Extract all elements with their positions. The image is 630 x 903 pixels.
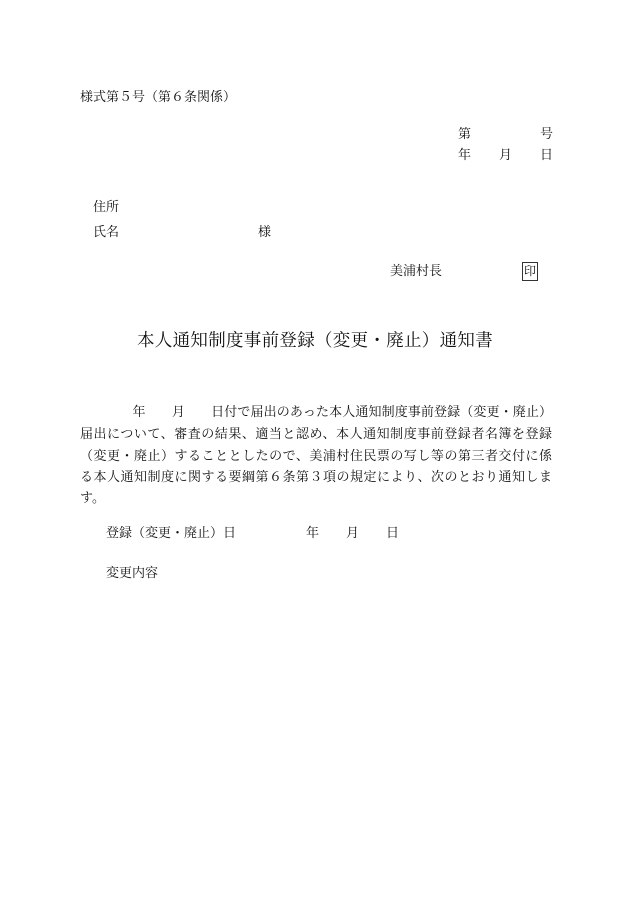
body-line: （変更・廃止）することとしたので、美浦村住民票の写し等の第三者交付に係 — [80, 449, 552, 464]
issue-date-year: 年 — [458, 148, 472, 163]
form-number: 様式第５号（第６条関係） — [80, 90, 237, 105]
document-title: 本人通知制度事前登録（変更・廃止）通知書 — [137, 331, 493, 351]
registration-date-day: 日 — [386, 526, 400, 541]
doc-number-suffix: 号 — [540, 127, 554, 142]
body-line: る本人通知制度に関する要綱第６条第３項の規定により、次のとおり通知しま — [80, 470, 552, 485]
doc-number-prefix: 第 — [458, 127, 472, 142]
issue-date-month: 月 — [499, 148, 513, 163]
address-label: 住所 — [93, 200, 120, 215]
seal-mark: 印 — [522, 262, 538, 281]
change-content-label: 変更内容 — [106, 566, 159, 581]
body-line: す。 — [80, 491, 105, 506]
name-label: 氏名 — [93, 225, 120, 240]
issuer-title: 美浦村長 — [390, 264, 443, 279]
registration-date-year: 年 — [306, 526, 320, 541]
body-line: 届出について、審査の結果、適当と認め、本人通知制度事前登録者名簿を登録 — [80, 427, 552, 442]
body-line: 年 月 日付で届出のあった本人通知制度事前登録（変更・廃止） — [80, 405, 552, 420]
registration-date-label: 登録（変更・廃止）日 — [106, 526, 237, 541]
honorific: 様 — [258, 225, 272, 240]
registration-date-month: 月 — [346, 526, 360, 541]
issue-date-day: 日 — [540, 148, 554, 163]
